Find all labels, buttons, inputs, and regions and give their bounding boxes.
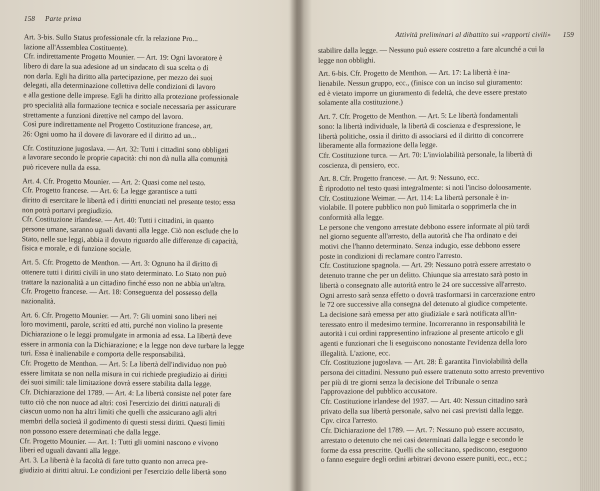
text-line: membri della società il godimento di questi stessi diritti. Questi limiti <box>19 416 225 428</box>
text-line: privato della sua libertà personale, salvo nei casi previsti dalla legge. <box>320 405 524 416</box>
text-line: Cfr. Costituzione spagnola. — Art. 29: Nessuno potrà essere arrestato o <box>319 259 531 271</box>
text-line: motivi che l'hanno determinato. Senza indugio, esse debbono essere <box>319 240 521 251</box>
text-line: Cfr. Progetto de Menthon. — Art. 5: La libertà dell'individuo non può <box>20 358 227 370</box>
text-line: stabilire dalla legge. — Nessuno può essere costretto a fare alcunché a cui la <box>318 44 545 55</box>
text-line: essere in armonia con la Dichiarazione; e la legge non deve turbare la legge <box>20 338 245 351</box>
text-line: ed è vietato imporre un giuramento di fedeltà, che deve essere prestato <box>318 87 527 98</box>
text-line: per più di tre giorni senza la decisione del Tribunale o senza <box>320 376 498 387</box>
text-line: coscienza, di pensiero, ecc. <box>318 159 400 170</box>
text-line: illegalità. L'azione, ecc. <box>320 348 391 358</box>
text-line: ottenere tutti i diritti civili in uno stato determinato. Lo Stato non può <box>21 267 227 279</box>
text-line: Art. 3. La libertà è la facoltà di fare tutto quanto non arreca pre- <box>19 455 209 467</box>
text-line: delegati, alla determinazione collettiva delle condizioni di lavoro <box>23 80 216 92</box>
text-line: Le persone che vengono arrestate debbono essere informate al più tardi <box>319 221 530 232</box>
text-line: Cfr. Costituzione turca. — Art. 70: L'inviolabilità personale, la libertà di <box>318 149 533 160</box>
text-line: lazione all'Assemblea Costituente). <box>23 41 128 53</box>
text-line: Cfr. Costituzione irlandese del 1937. — Art. 40: Nessun cittadino sarà <box>320 395 528 406</box>
right-page <box>300 0 580 491</box>
text-line: Art. 8. Cfr. Progetto francese. — Art. 9: Nessuno, ecc. <box>318 173 480 184</box>
text-line: conformità alla legge. <box>319 212 384 222</box>
text-line: Così pure indirettamente nel Progetto Costituzione francese, art. <box>22 119 213 131</box>
right-page-number: 159 <box>562 31 574 39</box>
text-line: l'approvazione del pubblico accusatore. <box>320 386 438 397</box>
text-line: Cfr. Costituzione Weimar. — Art. 114: La libertà personale è in- <box>319 192 509 203</box>
text-line: violabile. Il potere pubblico non può limitarla o sopprimerla che in <box>319 201 517 213</box>
left-running-head: Parte prima <box>45 15 82 23</box>
page-edges <box>580 0 600 491</box>
text-line: Cfr. Progetto Mounier. — Art. 1: Tutti gli uomini nascono e vivono <box>19 435 219 447</box>
text-line: nazionalità. <box>21 296 56 306</box>
text-line: Art. 5. Cfr. Progetto de Menthon. — Art. 3: Ognuno ha il diritto di <box>21 257 218 269</box>
text-line: persone umane, saranno uguali davanti alla legge. Ciò non esclude che lo <box>21 224 239 236</box>
text-line: non darla. Egli ha diritto alla partecipazione, per mezzo dei suoi <box>23 70 213 82</box>
text-line: agenti e funzionari che li eseguiscono nonostante l'evidenza della loro <box>320 337 527 348</box>
text-line: Dichiarazione o le leggi promulgate in armonia ad essa. La libertà deve <box>20 329 232 341</box>
text-line: Cfr. indirettamente Progetto Mounier. — Art. 19: Ogni lavoratore è <box>23 51 223 63</box>
text-line: È riprodotto nel testo quasi integralmente: si noti l'inciso doloosamente. <box>318 182 532 193</box>
text-line: a lavorare secondo le proprie capacità: chi non dà nulla alla comunità <box>22 152 228 164</box>
text-line: Ogni arresto sarà senza effetto o dovrà trasformarsi in carcerazione entro <box>319 288 536 300</box>
right-page-body <box>300 40 580 465</box>
text-line: turi. Essa è inalienabile e comporta delle responsabilità. <box>20 348 186 360</box>
text-line: Art. 7. Cfr. Progetto de Menthon. — Art. 5: Le libertà fondamentali <box>318 110 519 121</box>
text-line: trattare la nazionalità a un cittadino finché esso non ne abbia un'altra. <box>21 276 226 288</box>
left-page-number: 158 <box>24 15 36 23</box>
text-line: solamente alla costituzione.) <box>318 97 403 108</box>
text-line: libertà politiche, ossia il diritto di associarsi ed il diritto di concorrere <box>318 129 524 141</box>
text-line: Stato, nelle sue leggi, abbia il dovuto riguardo alle differenze di capacità, <box>21 233 238 246</box>
text-line: Cfr. Costituzione jugoslava. — Art. 32: Tutti i cittadini sono obbligati <box>22 142 229 154</box>
text-line: autorità i cui ordini rappresentino infrazione al presente articolo e gli <box>320 327 524 339</box>
text-line: strettamente a funzioni direttive nel campo del lavoro. <box>23 109 184 121</box>
text-line: essere limitata se non nella misura in cui richiede pregiudizio ai diritti <box>20 367 228 380</box>
text-line: liberamente alla formazione della legge. <box>318 140 438 151</box>
text-line: tutto ciò che non nuoce ad altri: così l'esercizio dei diritti naturali di <box>20 396 221 409</box>
text-line: nel giorno seguente all'arresto, della autorità che l'ha ordinato e dei <box>319 230 518 242</box>
text-line: Art. 3-bis. Sullo Status professionale cfr. la relazione Pro... <box>23 32 198 44</box>
text-line: le 72 ore successive alla consegna del detenuto al giudice competente. <box>319 298 528 310</box>
text-line: forme da essa prescritte. Quelli che sollecitano, spediscono, eseguono <box>320 443 528 455</box>
text-line: ciascun uomo non ha altri limiti che quelli che assicurano agli altri <box>19 406 217 418</box>
text-line: lienabile. Nessun gruppo, ecc., (finisce con un inciso sul giuramento: <box>318 77 523 88</box>
text-line: teressato entro il medesimo termine. Incorreranno in responsabilità le <box>319 317 526 329</box>
text-line: sono: la libertà individuale, la libertà di coscienza e d'espressione, le <box>318 120 521 131</box>
text-line: fisica e morale, e di funzione sociale. <box>21 243 132 254</box>
text-line: diritto di esercitare le libertà ed i diritti enunciati nel presente testo; essa <box>22 195 236 207</box>
right-running-head: Attività preliminari al dibattito sui «rapporti civili» <box>395 31 551 39</box>
text-line: Cfr. Costituzione irlandese. — Art. 40: Tutti i cittadini, in quanto <box>21 214 214 226</box>
text-line: detenuto tranne che per un delitto. Chiunque sia arrestato sarà posto in <box>319 269 528 280</box>
text-line: 26: Ogni uomo ha il dovere di lavorare ed il diritto ad un... <box>22 129 197 140</box>
text-line: persona dei cittadini. Nessuno può essere trattenuto sotto arresto preventivo <box>320 366 545 377</box>
text-line: arrestato o detenuto che nei casi determinati dalla legge e secondo le <box>320 434 524 445</box>
text-line: libero di dare la sua adesione ad un sindacato di sua scelta o di <box>23 61 209 73</box>
text-line: legge non obblighi. <box>318 55 376 65</box>
text-line: giudizio ai diritti altrui. Le condizioni per l'esercizio delle libertà sono <box>19 464 227 476</box>
text-line: Cfr. Costituzione jugoslava. — Art. 28: È garantita l'inviolabilità della <box>320 356 528 368</box>
text-line: liberi ed uguali davanti alla legge. <box>19 445 121 456</box>
text-line: e alla gestione delle imprese. Egli ha diritto alla protezione professionale <box>23 90 239 102</box>
text-line: poste in condizioni di reclamare contro l'arresto. <box>319 250 463 261</box>
text-line: Cpv. circa l'arresto. <box>320 415 378 426</box>
left-page-header <box>0 12 296 26</box>
left-page-body <box>0 26 296 477</box>
text-line: loro movimenti, parole, scritti ed atti, purché non violino la presente <box>20 319 223 331</box>
text-line: Cfr. Progetto francese. — Art. 6: La legge garantisce a tutti <box>22 185 197 197</box>
text-line: dei suoi simili: tale limitazione dovrà essere stabilita dalla legge. <box>20 377 212 389</box>
text-line: libertà o consegnato alle autorità entro le 24 ore successive all'arresto. <box>319 279 527 290</box>
text-line: Cfr. Progetto francese. — Art. 18: Conseguenza del possesso della <box>21 286 218 298</box>
text-line: Art. 6-bis. Cfr. Progetto de Menthon. — Art. 17: La libertà è ina- <box>318 67 511 79</box>
left-page <box>0 0 296 491</box>
text-line: Art. 6. Cfr. Progetto Mounier. — Art. 7: Gli uomini sono liberi nei <box>20 309 218 321</box>
text-line: Cfr. Dichiarazione del 1789. — Art. 4: La libertà consiste nel poter fare <box>20 387 232 399</box>
text-line: non possono essere determinati che dalla legge. <box>19 426 161 437</box>
text-line: può ricevere nulla da essa. <box>22 162 101 172</box>
text-line: La decisione sarà emessa per atto giudiziale e sarà notificata all'in- <box>319 308 518 319</box>
text-line: pro specialità alla formazione tecnica e sociale necessaria per assicurare <box>23 100 236 112</box>
text-line: Cfr. Dichiarazione del 1789. — Art. 7: Nessuno può essere accusato, <box>320 424 524 435</box>
text-line: o fanno eseguire degli ordini arbitrari devono essere puniti, ecc., ecc.; <box>320 453 527 465</box>
text-line: Art. 4. Cfr. Progetto Mounier. — Art. 2: Quasi come nel testo. <box>22 175 206 187</box>
text-line: non potrà portarvi pregiudizio. <box>22 204 113 215</box>
